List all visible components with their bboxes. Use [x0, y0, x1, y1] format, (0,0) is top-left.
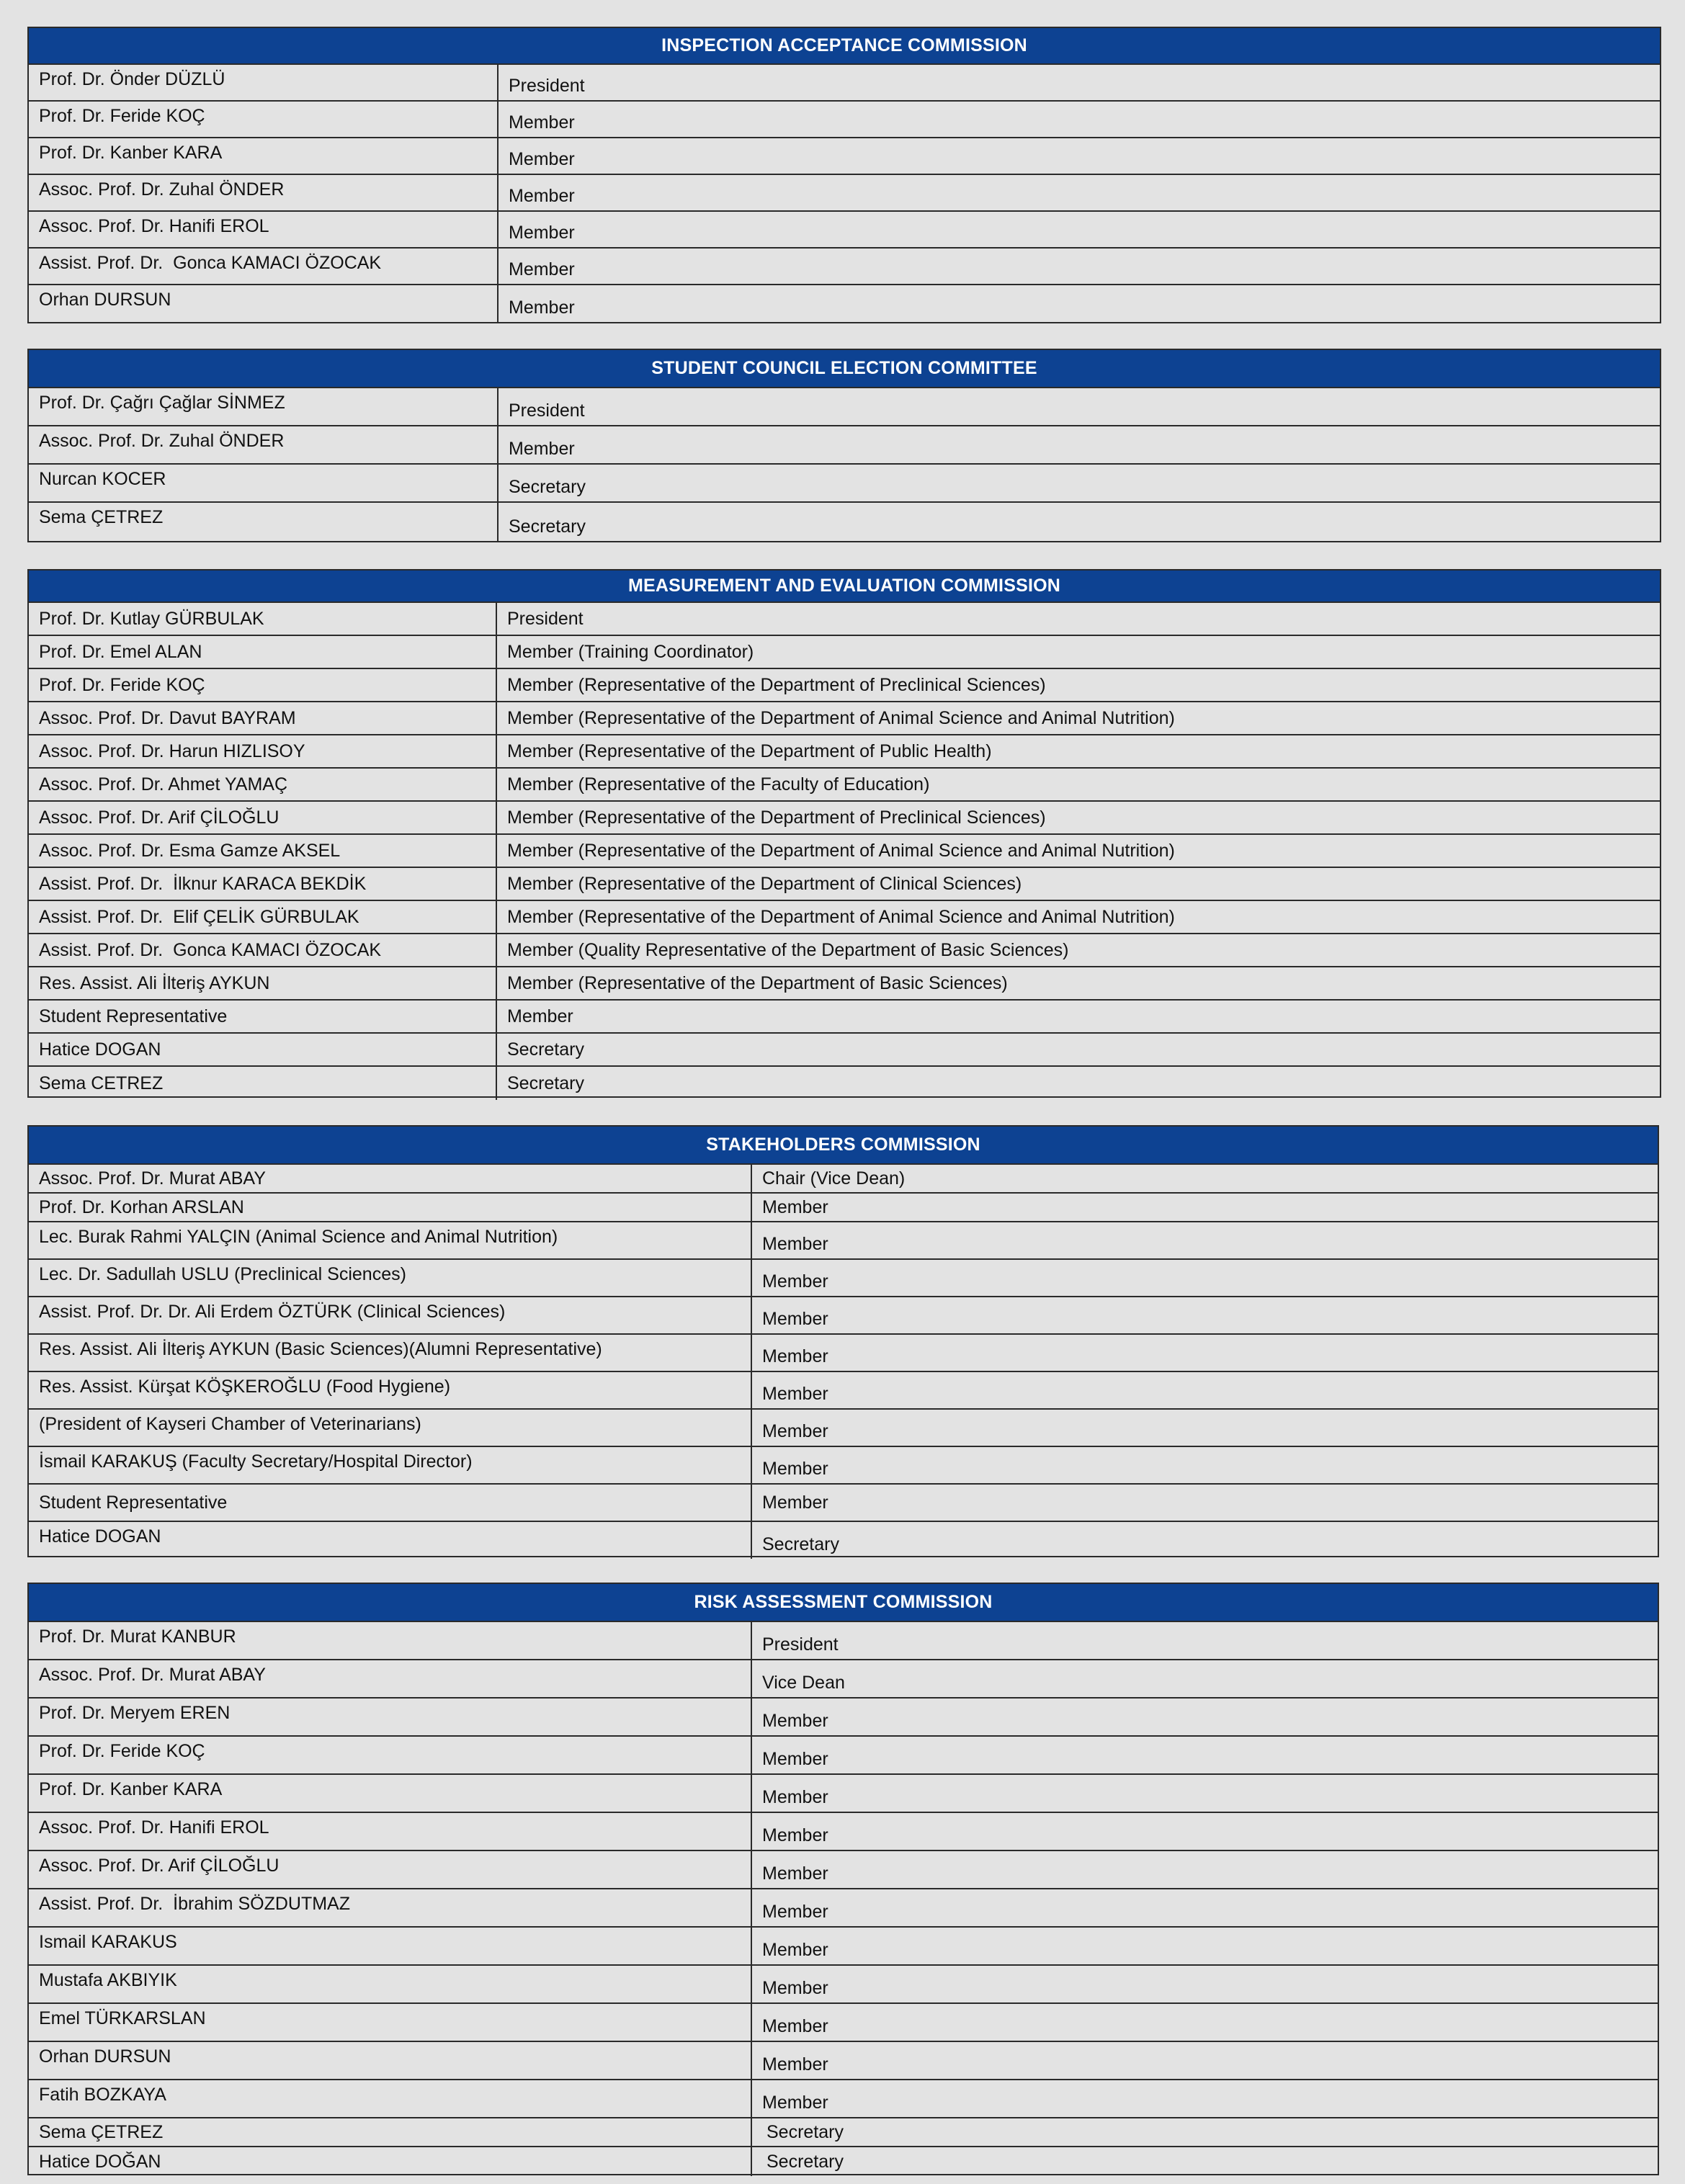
member-name: Assist. Prof. Dr. Gonca KAMACI ÖZOCAK	[29, 249, 499, 284]
member-role: Secretary	[509, 477, 586, 497]
member-name: Res. Assist. Ali İlteriş AYKUN (Basic Sciences)(Alumni Representative)	[29, 1335, 752, 1371]
table-row	[29, 1410, 1658, 1447]
member-role: President	[762, 1634, 839, 1655]
member-role: Member (Representative of the Department of Basic Sciences)	[507, 972, 1008, 993]
member-name: Assoc. Prof. Dr. Murat ABAY	[29, 1660, 752, 1697]
member-name: Res. Assist. Kürşat KÖŞKEROĞLU (Food Hygiene)	[29, 1372, 752, 1408]
member-role: Member (Representative of the Department of Preclinical Sciences)	[507, 807, 1046, 828]
member-name: (President of Kayseri Chamber of Veterinarians)	[29, 1410, 752, 1446]
table-row	[29, 1966, 1658, 2004]
member-name: Assist. Prof. Dr. İbrahim SÖZDUTMAZ	[29, 1889, 752, 1926]
table-row	[29, 1928, 1658, 1966]
member-role: Member	[509, 149, 575, 169]
member-role: Member	[762, 1711, 828, 1731]
table-row	[29, 1851, 1658, 1889]
table-row	[29, 669, 1660, 702]
member-role: Member	[762, 1234, 828, 1254]
member-name: Assoc. Prof. Dr. Zuhal ÖNDER	[29, 175, 499, 210]
commission-risk-assessment	[27, 1583, 1659, 2175]
table-row	[29, 102, 1660, 138]
member-name: Assoc. Prof. Dr. Hanifi EROL	[29, 1813, 752, 1850]
table-row	[29, 1297, 1658, 1335]
member-role: Member	[509, 186, 575, 206]
member-role: President	[509, 76, 585, 96]
member-name: Prof. Dr. Kutlay GÜRBULAK	[29, 603, 497, 635]
member-name: Hatice DOĞAN	[29, 2147, 752, 2176]
table-row	[29, 636, 1660, 669]
member-role: Member	[762, 1271, 828, 1292]
commission-student-council-election	[27, 349, 1661, 542]
member-role: Member	[762, 1825, 828, 1845]
table-row	[29, 1067, 1660, 1100]
member-role: Member (Representative of the Faculty of Education)	[507, 774, 930, 795]
commission-title: MEASUREMENT AND EVALUATION COMMISSION	[29, 570, 1660, 603]
table-row	[29, 65, 1660, 102]
member-name: Assoc. Prof. Dr. Davut BAYRAM	[29, 702, 497, 734]
member-role: Member	[762, 1346, 828, 1366]
member-name: Prof. Dr. Feride KOÇ	[29, 669, 497, 701]
member-role: Secretary	[762, 1534, 839, 1554]
member-role: Member	[762, 1902, 828, 1922]
member-name: Student Representative	[29, 1001, 497, 1032]
commission-title: STAKEHOLDERS COMMISSION	[29, 1127, 1658, 1165]
member-role: Secretary	[766, 2121, 844, 2142]
member-role: Member (Representative of the Department of Animal Science and Animal Nutrition)	[507, 707, 1175, 728]
member-role: Member	[762, 1492, 828, 1513]
member-name: Prof. Dr. Kanber KARA	[29, 138, 499, 174]
member-name: Assoc. Prof. Dr. Hanifi EROL	[29, 212, 499, 247]
member-role: Member (Representative of the Department of Animal Science and Animal Nutrition)	[507, 840, 1175, 861]
member-role: Vice Dean	[762, 1673, 845, 1693]
member-role: Member	[507, 1006, 573, 1026]
member-name: Assoc. Prof. Dr. Harun HIZLISOY	[29, 735, 497, 767]
table-row	[29, 2118, 1658, 2147]
member-name: Emel TÜRKARSLAN	[29, 2004, 752, 2041]
member-role: Member (Representative of the Department of Clinical Sciences)	[507, 873, 1022, 894]
member-name: Prof. Dr. Önder DÜZLÜ	[29, 65, 499, 100]
member-role: Member (Quality Representative of the Department of Basic Sciences)	[507, 939, 1069, 960]
member-role: Secretary	[507, 1039, 584, 1060]
member-name: Sema CETREZ	[29, 1067, 497, 1100]
table-row	[29, 702, 1660, 735]
table-row	[29, 426, 1660, 465]
member-name: Prof. Dr. Emel ALAN	[29, 636, 497, 668]
table-row	[29, 934, 1660, 967]
member-role: Member	[762, 1309, 828, 1329]
table-row	[29, 175, 1660, 212]
member-name: Lec. Burak Rahmi YALÇIN (Animal Science and Animal Nutrition)	[29, 1222, 752, 1258]
commission-title: RISK ASSESSMENT COMMISSION	[29, 1584, 1658, 1622]
table-row	[29, 503, 1660, 541]
member-role: Chair (Vice Dean)	[762, 1168, 906, 1189]
member-name: Hatice DOGAN	[29, 1034, 497, 1065]
member-role: Member	[509, 259, 575, 279]
member-role: Member	[762, 1749, 828, 1769]
member-name: Assoc. Prof. Dr. Arif ÇİLOĞLU	[29, 802, 497, 833]
member-role: Member	[762, 2054, 828, 2075]
member-role: Member	[509, 112, 575, 133]
table-row	[29, 1775, 1658, 1813]
member-role: Member (Representative of the Department of Preclinical Sciences)	[507, 674, 1046, 695]
table-row	[29, 1522, 1658, 1559]
table-row	[29, 769, 1660, 802]
member-role: Member	[762, 1421, 828, 1441]
table-row	[29, 1485, 1658, 1522]
member-role: Member	[762, 1384, 828, 1404]
member-role: Member	[762, 1940, 828, 1960]
table-row	[29, 212, 1660, 249]
member-role: Secretary	[507, 1073, 584, 1093]
table-row	[29, 1813, 1658, 1851]
member-name: Assoc. Prof. Dr. Ahmet YAMAÇ	[29, 769, 497, 800]
member-name: Assist. Prof. Dr. Elif ÇELİK GÜRBULAK	[29, 901, 497, 933]
member-name: Assoc. Prof. Dr. Esma Gamze AKSEL	[29, 835, 497, 867]
member-name: Prof. Dr. Çağrı Çağlar SİNMEZ	[29, 388, 499, 425]
member-name: Sema ÇETREZ	[29, 503, 499, 541]
member-name: Assoc. Prof. Dr. Murat ABAY	[29, 1165, 752, 1192]
member-role: Member (Representative of the Department of Public Health)	[507, 740, 992, 761]
table-row	[29, 1194, 1658, 1222]
member-role: Member	[762, 2016, 828, 2036]
member-name: Prof. Dr. Feride KOÇ	[29, 1737, 752, 1773]
member-role: President	[507, 608, 584, 629]
member-name: Assist. Prof. Dr. Dr. Ali Erdem ÖZTÜRK (Clinical Sciences)	[29, 1297, 752, 1333]
table-row	[29, 1889, 1658, 1928]
table-row	[29, 285, 1660, 322]
table-row	[29, 735, 1660, 769]
member-name: Prof. Dr. Meryem EREN	[29, 1699, 752, 1735]
member-name: Sema ÇETREZ	[29, 2118, 752, 2146]
member-name: Student Representative	[29, 1485, 752, 1521]
member-name: Mustafa AKBIYIK	[29, 1966, 752, 2002]
member-name: Prof. Dr. Murat KANBUR	[29, 1622, 752, 1659]
table-row	[29, 802, 1660, 835]
table-row	[29, 868, 1660, 901]
member-name: Hatice DOGAN	[29, 1522, 752, 1559]
member-name: Res. Assist. Ali İlteriş AYKUN	[29, 967, 497, 999]
table-row	[29, 1737, 1658, 1775]
table-row	[29, 2147, 1658, 2176]
member-role: Secretary	[509, 516, 586, 537]
member-role: President	[509, 400, 585, 421]
table-row	[29, 1447, 1658, 1485]
member-name: Prof. Dr. Kanber KARA	[29, 1775, 752, 1812]
table-row	[29, 388, 1660, 426]
table-row	[29, 2042, 1658, 2080]
member-name: Lec. Dr. Sadullah USLU (Preclinical Sciences)	[29, 1260, 752, 1296]
table-row	[29, 1335, 1658, 1372]
member-name: Nurcan KOCER	[29, 465, 499, 501]
member-name: Fatih BOZKAYA	[29, 2080, 752, 2117]
commission-stakeholders	[27, 1125, 1659, 1557]
table-row	[29, 1034, 1660, 1067]
table-row	[29, 1622, 1658, 1660]
member-role: Member	[762, 2093, 828, 2113]
commission-measurement-evaluation	[27, 569, 1661, 1098]
table-row	[29, 901, 1660, 934]
member-name: İsmail KARAKUŞ (Faculty Secretary/Hospital Director)	[29, 1447, 752, 1483]
table-row	[29, 835, 1660, 868]
member-role: Member	[762, 1196, 828, 1217]
member-role: Secretary	[766, 2151, 844, 2172]
commission-title: INSPECTION ACCEPTANCE COMMISSION	[29, 28, 1660, 65]
table-row	[29, 1001, 1660, 1034]
table-row	[29, 1372, 1658, 1410]
member-role: Member (Representative of the Department of Animal Science and Animal Nutrition)	[507, 906, 1175, 927]
commission-title: STUDENT COUNCIL ELECTION COMMITTEE	[29, 350, 1660, 388]
member-name: Prof. Dr. Feride KOÇ	[29, 102, 499, 137]
member-name: Orhan DURSUN	[29, 2042, 752, 2079]
member-name: Assist. Prof. Dr. Gonca KAMACI ÖZOCAK	[29, 934, 497, 966]
member-role: Member	[509, 223, 575, 243]
member-role: Member (Training Coordinator)	[507, 641, 754, 662]
member-role: Member	[509, 439, 575, 459]
table-row	[29, 2004, 1658, 2042]
member-role: Member	[509, 297, 575, 318]
table-row	[29, 1260, 1658, 1297]
member-name: Prof. Dr. Korhan ARSLAN	[29, 1194, 752, 1221]
table-row	[29, 967, 1660, 1001]
table-row	[29, 1660, 1658, 1699]
member-role: Member	[762, 1459, 828, 1479]
table-row	[29, 1165, 1658, 1194]
table-row	[29, 249, 1660, 285]
table-row	[29, 465, 1660, 503]
member-role: Member	[762, 1978, 828, 1998]
table-row	[29, 603, 1660, 636]
member-role: Member	[762, 1863, 828, 1884]
member-role: Member	[762, 1787, 828, 1807]
table-row	[29, 1222, 1658, 1260]
member-name: Assoc. Prof. Dr. Zuhal ÖNDER	[29, 426, 499, 463]
member-name: Assoc. Prof. Dr. Arif ÇİLOĞLU	[29, 1851, 752, 1888]
member-name: Assist. Prof. Dr. İlknur KARACA BEKDİK	[29, 868, 497, 900]
member-name: Ismail KARAKUS	[29, 1928, 752, 1964]
member-name: Orhan DURSUN	[29, 285, 499, 322]
table-row	[29, 2080, 1658, 2118]
table-row	[29, 1699, 1658, 1737]
table-row	[29, 138, 1660, 175]
commission-inspection-acceptance	[27, 27, 1661, 323]
